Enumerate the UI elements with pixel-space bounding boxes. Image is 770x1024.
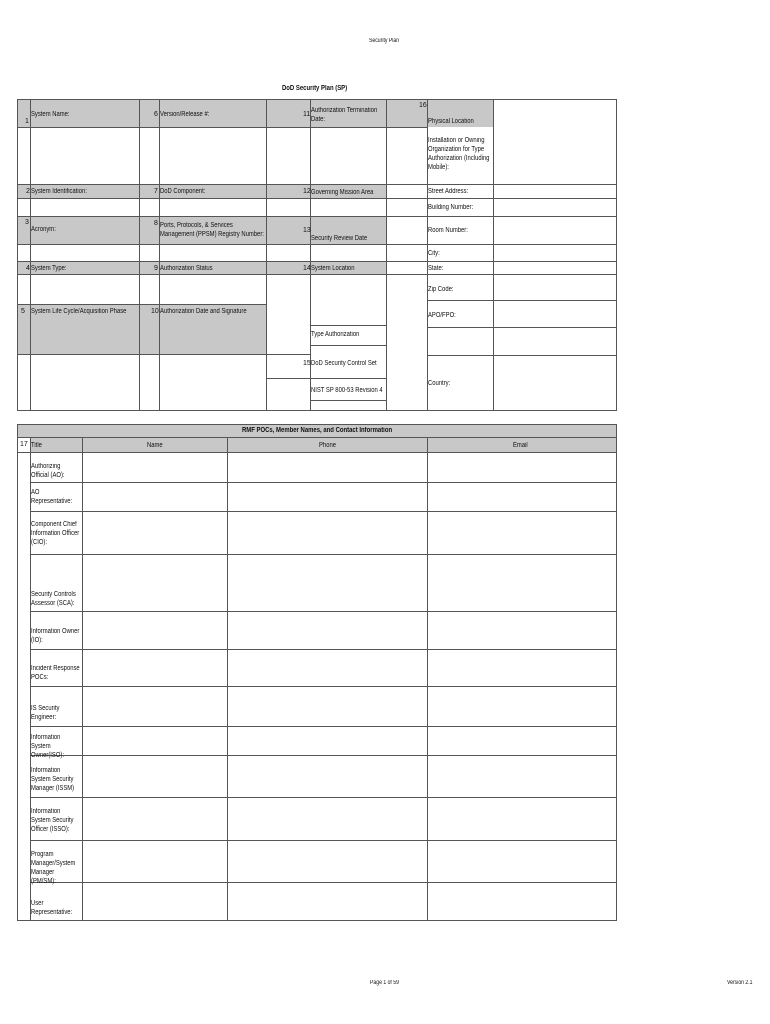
row-line bbox=[30, 649, 617, 650]
row-line bbox=[427, 274, 617, 275]
row-line bbox=[310, 345, 386, 346]
poc-row-title: Program Manager/System Manager (PM/SM): bbox=[31, 851, 76, 885]
room-number-label: Room Number: bbox=[428, 227, 468, 234]
field-number: 6 bbox=[154, 111, 158, 118]
poc-row-title: AO Representative: bbox=[31, 489, 73, 505]
poc-row-title: Information System Security Manager (ISSM) bbox=[31, 767, 75, 792]
col-line bbox=[227, 437, 228, 921]
row-line bbox=[310, 400, 386, 401]
row-line bbox=[30, 840, 617, 841]
row-line bbox=[266, 378, 386, 379]
field-number: 1 bbox=[25, 118, 29, 125]
poc-row-title: Information System Owner(ISO): bbox=[31, 734, 65, 759]
field-number: 9 bbox=[154, 265, 158, 272]
poc-row-title: Authorizing Official (AO): bbox=[31, 463, 65, 479]
field-number: 7 bbox=[154, 188, 158, 195]
row-line bbox=[17, 216, 428, 217]
col-line bbox=[159, 99, 160, 411]
row-line bbox=[427, 244, 617, 245]
poc-row-title: User Representative: bbox=[31, 900, 73, 916]
row-line bbox=[427, 300, 617, 301]
version-label: Version 2.1 bbox=[727, 980, 753, 986]
row-line bbox=[17, 198, 428, 199]
field-number: 14 bbox=[303, 265, 311, 272]
field-number: 16 bbox=[419, 102, 427, 109]
field-number: 13 bbox=[303, 227, 311, 234]
col-line bbox=[427, 437, 428, 921]
row-line bbox=[427, 355, 617, 356]
dod-security-control-set-label: DoD Security Control Set bbox=[311, 360, 377, 367]
apo-fpo-label: APO/FPO: bbox=[428, 312, 456, 319]
row-line bbox=[17, 261, 428, 262]
city-label: City: bbox=[428, 250, 440, 257]
system-type-label: System Type: bbox=[31, 265, 67, 272]
poc-row-title: Information Owner (IO): bbox=[31, 628, 80, 644]
poc-row-title: Security Controls Assessor (SCA): bbox=[31, 591, 76, 607]
poc-row-title: IS Security Engineer: bbox=[31, 705, 60, 721]
row-line bbox=[30, 755, 617, 756]
dod-component-label: DoD Component: bbox=[160, 188, 206, 195]
page-number: Page 1 of 59 bbox=[370, 980, 399, 986]
building-number-label: Building Number: bbox=[428, 204, 474, 211]
installation-label: Installation or Owning Organization for Type Authorization (Including Mobile): bbox=[428, 137, 490, 171]
system-name-label: System Name: bbox=[31, 111, 70, 118]
authorization-date-signature-label: Authorization Date and Signature bbox=[160, 308, 247, 315]
field-number: 8 bbox=[154, 220, 158, 227]
document-title: DoD Security Plan (SP) bbox=[282, 85, 348, 92]
row-line bbox=[17, 184, 428, 185]
street-address-label: Street Address: bbox=[428, 188, 469, 195]
poc-table-border bbox=[17, 424, 617, 921]
poc-row-title: Incident Response POCs: bbox=[31, 665, 80, 681]
row-line bbox=[30, 797, 617, 798]
page-header: Security Plan bbox=[369, 38, 400, 44]
poc-row-title: Component Chief Information Officer (CIO): bbox=[31, 521, 80, 546]
row-line bbox=[427, 327, 617, 328]
col-line bbox=[266, 99, 267, 411]
row-line bbox=[30, 554, 617, 555]
governing-mission-area-label: Governing Mission Area bbox=[311, 189, 374, 196]
security-review-date-label: Security Review Date bbox=[311, 235, 368, 242]
country-label: Country: bbox=[428, 380, 451, 387]
ppsm-registry-label: Ports, Protocols, & Services Management (PPSM) Registry Number: bbox=[160, 222, 264, 238]
column-header-name: Name bbox=[147, 442, 163, 449]
field-number: 4 bbox=[26, 265, 30, 272]
field-number: 15 bbox=[303, 360, 311, 367]
physical-location-label: Physical Location bbox=[428, 118, 474, 125]
field-number: 2 bbox=[26, 188, 30, 195]
col-line bbox=[139, 99, 140, 411]
field-number: 3 bbox=[25, 219, 29, 226]
nist-revision-label: NIST SP 800-53 Revision 4 bbox=[311, 387, 383, 394]
life-cycle-phase-label: System Life Cycle/Acquisition Phase bbox=[31, 308, 127, 315]
field-number: 11 bbox=[303, 111, 311, 118]
row-line bbox=[30, 726, 617, 727]
state-label: State: bbox=[428, 265, 444, 272]
acronym-label: Acronym: bbox=[31, 226, 56, 233]
col-line bbox=[386, 99, 387, 411]
field-number: 12 bbox=[303, 188, 311, 195]
row-line bbox=[30, 611, 617, 612]
field-number: 17 bbox=[20, 441, 28, 448]
zip-code-label: Zip Code: bbox=[428, 286, 454, 293]
row-line bbox=[30, 482, 617, 483]
version-release-label: Version/Release #: bbox=[160, 111, 210, 118]
authorization-termination-date-label: Authorization Termination Date: bbox=[311, 107, 378, 123]
col-line bbox=[30, 99, 31, 411]
row-line bbox=[17, 244, 428, 245]
system-location-label: System Location bbox=[311, 265, 355, 272]
row-line bbox=[17, 274, 428, 275]
column-header-phone: Phone bbox=[319, 442, 337, 449]
row-line bbox=[30, 686, 617, 687]
row-line bbox=[17, 304, 266, 305]
row-line bbox=[427, 261, 617, 262]
row-line bbox=[17, 127, 428, 128]
poc-heading: RMF POCs, Member Names, and Contact Information bbox=[242, 427, 393, 434]
column-header-email: Email bbox=[513, 442, 528, 449]
row-line bbox=[427, 198, 617, 199]
row-line bbox=[310, 325, 386, 326]
field-number: 5 bbox=[21, 308, 25, 315]
row-line bbox=[30, 882, 617, 883]
row-line bbox=[30, 511, 617, 512]
row-line bbox=[17, 437, 617, 438]
row-line bbox=[17, 452, 617, 453]
col-line bbox=[493, 99, 494, 411]
system-identification-label: System Identification: bbox=[31, 188, 87, 195]
row-line bbox=[427, 216, 617, 217]
type-authorization-label: Type Authorization bbox=[311, 331, 360, 338]
column-header-title: Title bbox=[31, 442, 42, 449]
row-line bbox=[17, 354, 310, 355]
field-number: 10 bbox=[151, 308, 159, 315]
poc-row-title: Information System Security Officer (ISSO): bbox=[31, 808, 74, 833]
authorization-status-label: Authorization Status bbox=[160, 265, 213, 272]
col-line bbox=[82, 437, 83, 921]
row-line bbox=[427, 184, 617, 185]
